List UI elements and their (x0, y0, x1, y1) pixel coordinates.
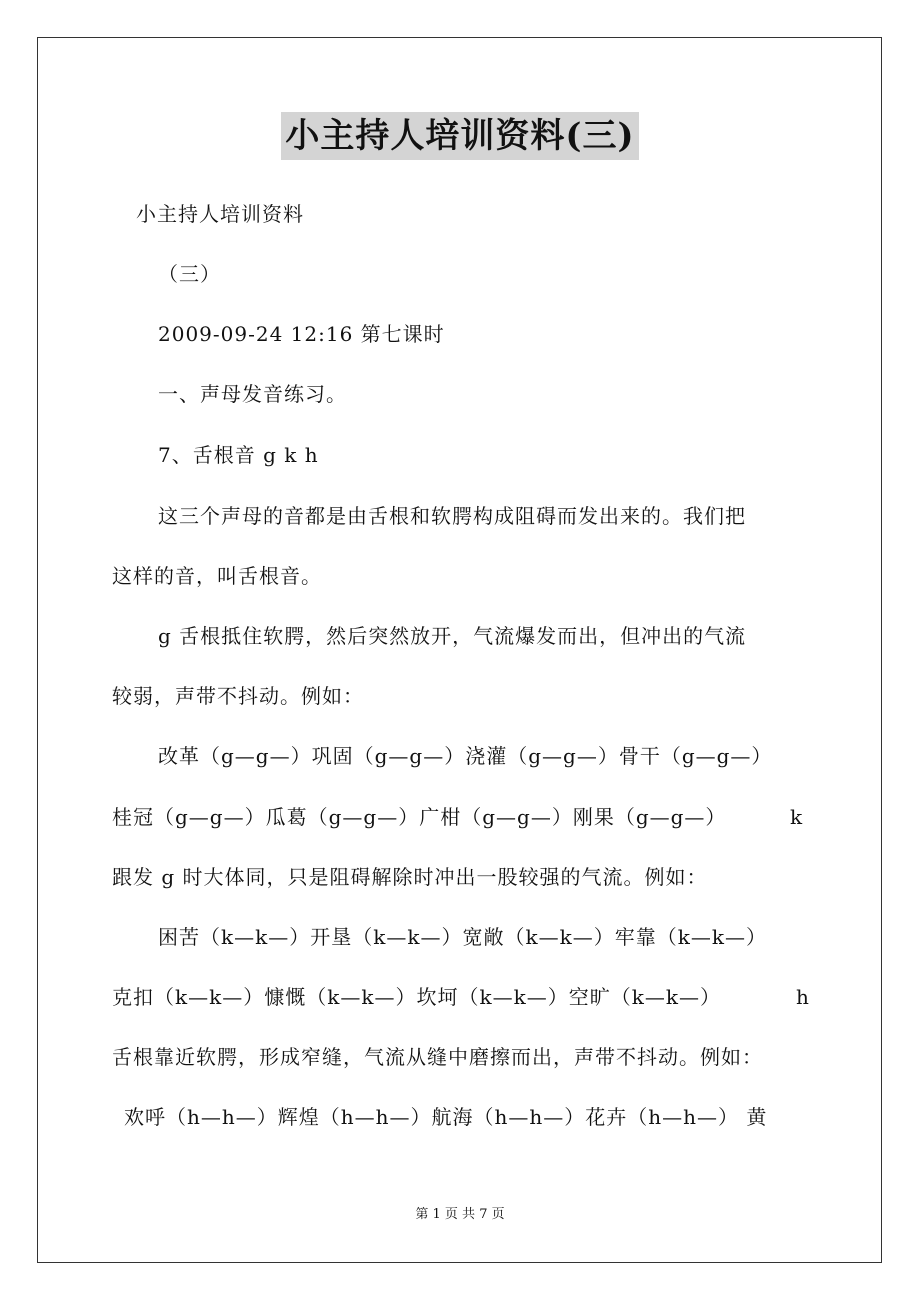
subtitle: 小主持人培训资料 (136, 202, 304, 226)
subheading-line: 7、舌根音 g k h (158, 443, 319, 467)
example-line: 困苦（k—k—）开垦（k—k—）宽敞（k—k—）牢靠（k—k—） (158, 925, 767, 949)
example-line: 桂冠（g—g—）瓜葛（g—g—）广柑（g—g—）刚果（g—g—） (112, 805, 727, 829)
paragraph-line: 这三个声母的音都是由舌根和软腭构成阻碍而发出来的。我们把 (158, 504, 746, 528)
paragraph-line: 舌根靠近软腭，形成窄缝，气流从缝中磨擦而出，声带不抖动。例如： (112, 1045, 763, 1069)
example-line: 改革（g—g—）巩固（g—g—）浇灌（g—g—）骨干（g—g—） (158, 744, 773, 768)
heading-line: 一、声母发音练习。 (158, 382, 347, 406)
paragraph-line: 跟发 g 时大体同，只是阻碍解除时冲出一股较强的气流。例如： (112, 865, 708, 889)
section-number: （三） (158, 262, 221, 286)
page-footer: 第 1 页 共 7 页 (415, 1207, 505, 1222)
example-line: 克扣（k—k—）慷慨（k—k—）坎坷（k—k—）空旷（k—k—） (112, 985, 721, 1009)
consonant-label-h: h (796, 985, 810, 1009)
paragraph-line: 较弱，声带不抖动。例如： (112, 684, 364, 708)
page-title: 小主持人培训资料(三) (281, 112, 638, 160)
example-line: 欢呼（h—h—）辉煌（h—h—）航海（h—h—）花卉（h—h—） 黄 (124, 1105, 768, 1129)
title-container (0, 112, 920, 160)
date-line: 2009-09-24 12:16 第七课时 (158, 322, 445, 346)
paragraph-line: g 舌根抵住软腭，然后突然放开，气流爆发而出，但冲出的气流 (158, 624, 747, 648)
consonant-label-k: k (790, 805, 804, 829)
paragraph-line: 这样的音，叫舌根音。 (112, 564, 322, 588)
